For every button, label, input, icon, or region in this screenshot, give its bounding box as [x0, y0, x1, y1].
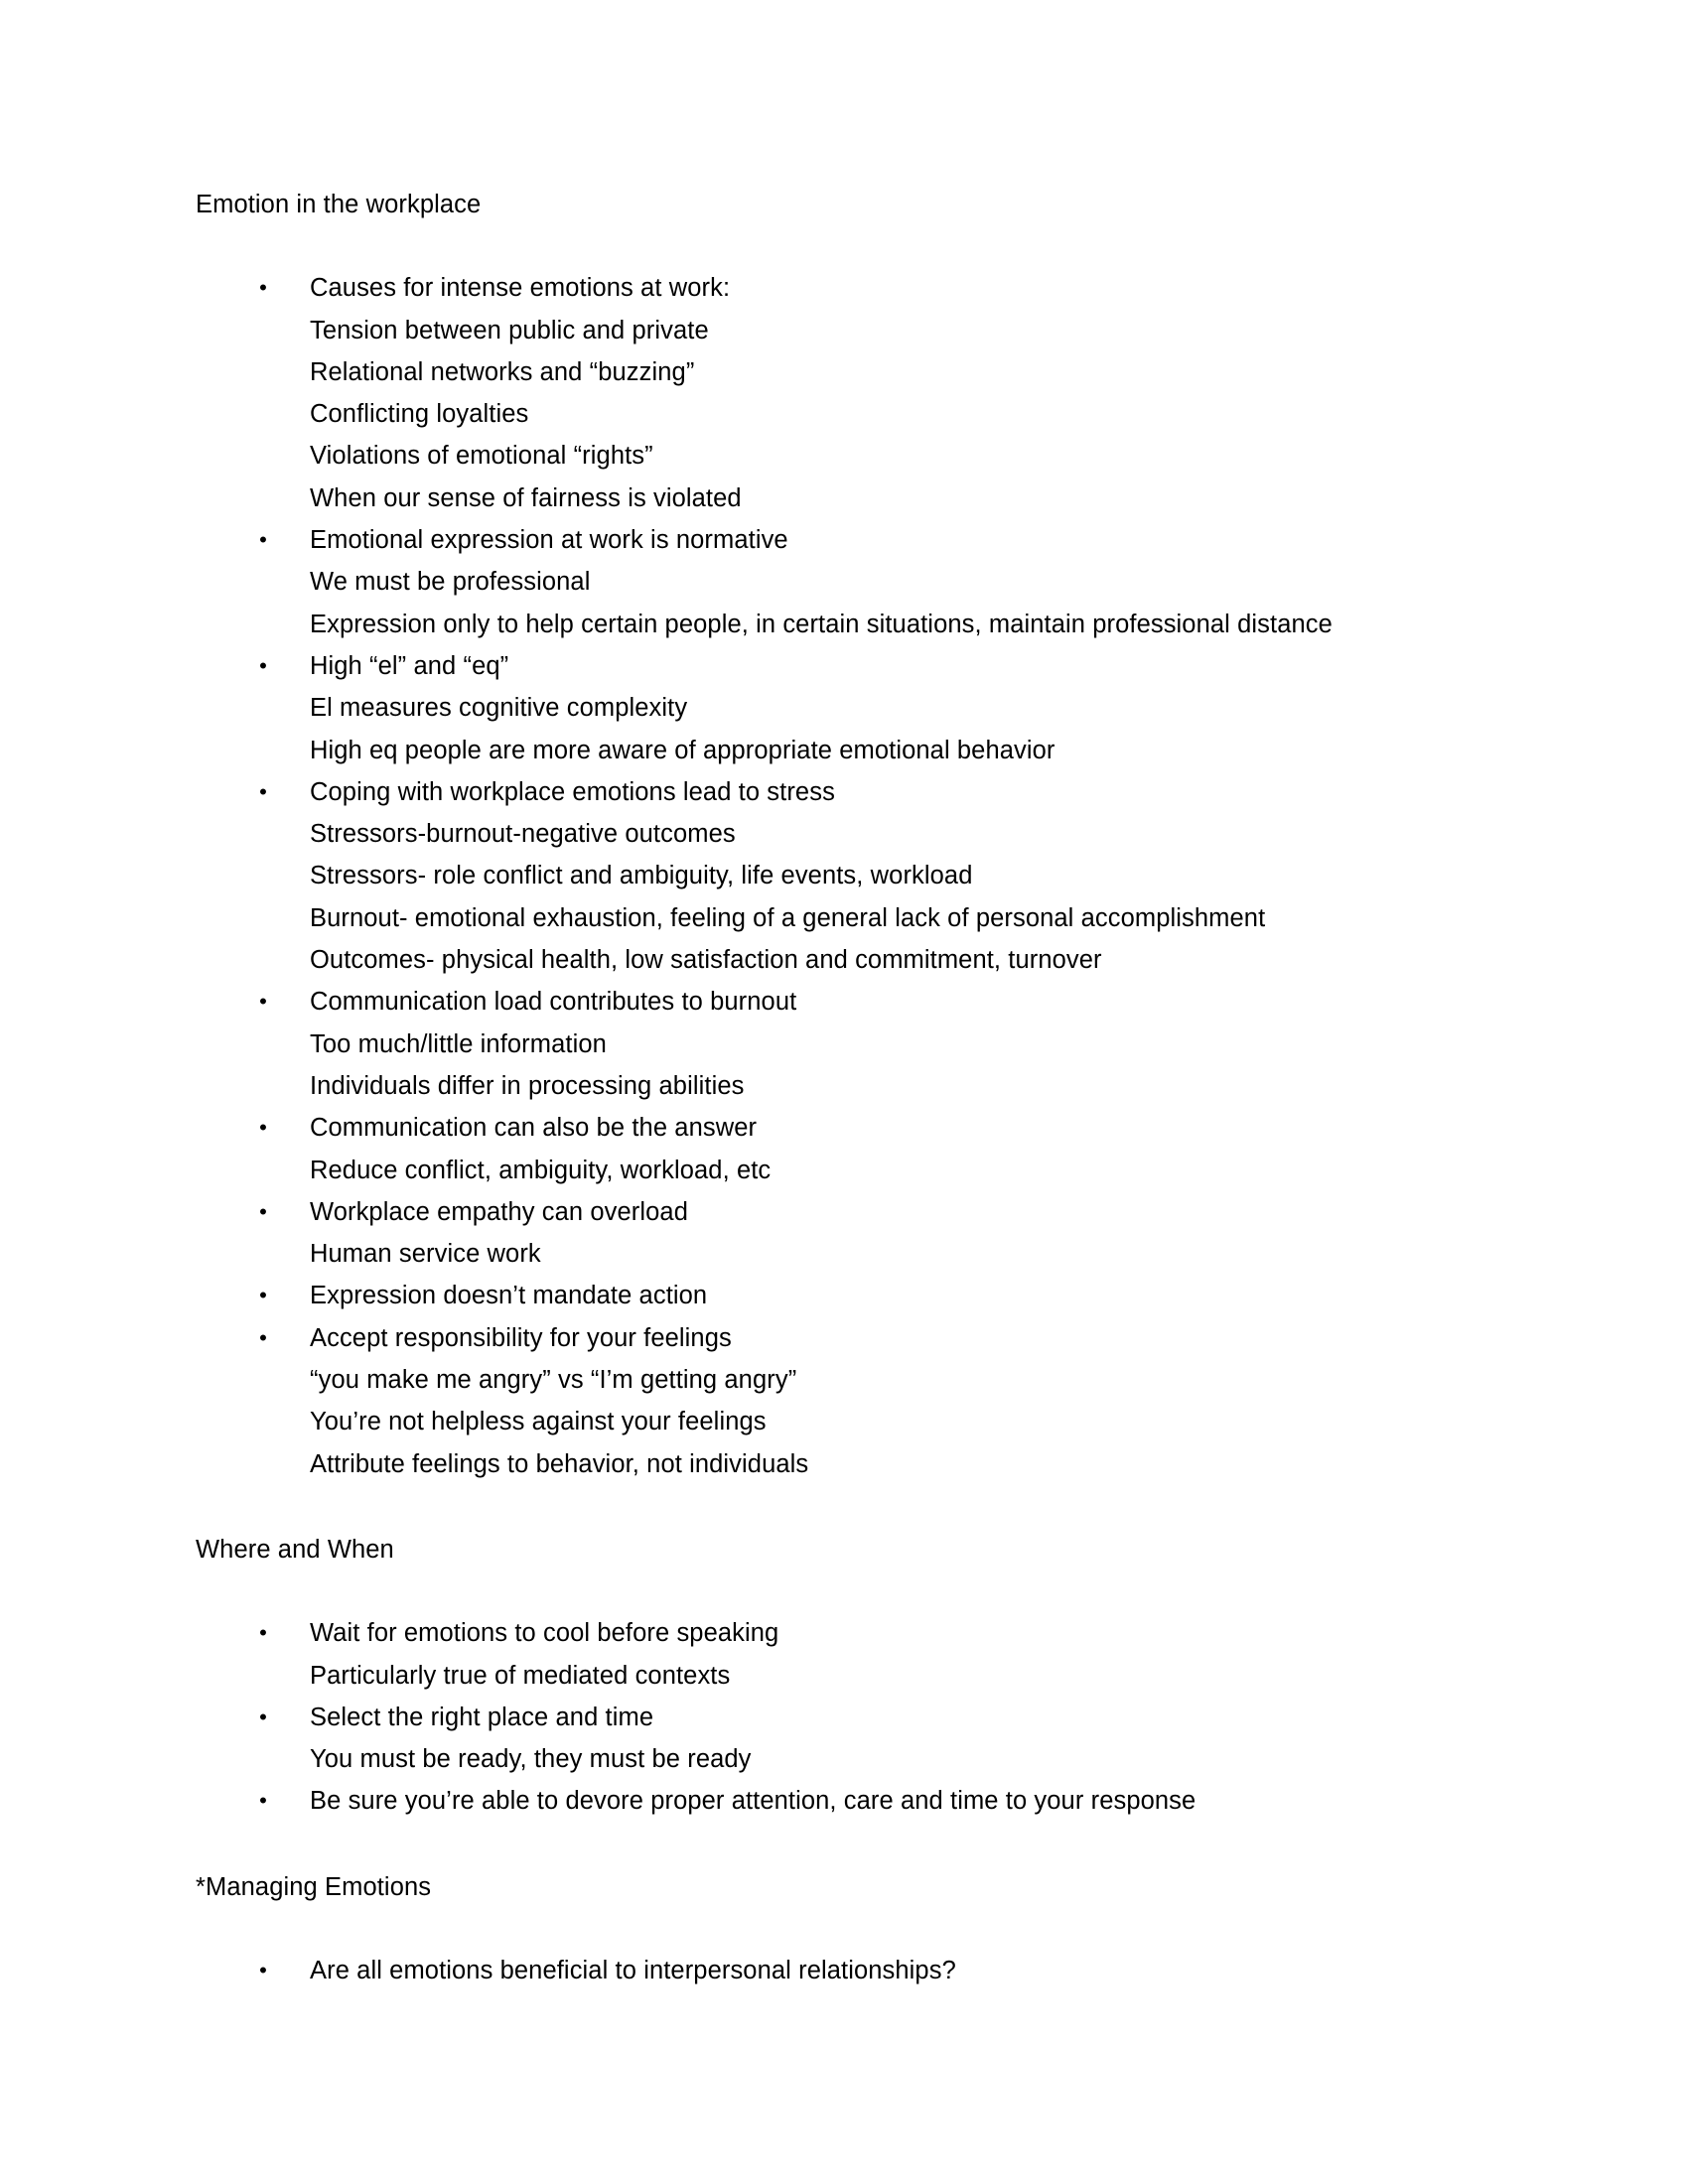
list-item-subline: You must be ready, they must be ready: [310, 1745, 752, 1774]
bullet-icon: •: [259, 1788, 267, 1814]
document-section: [196, 1866, 1539, 1992]
list-item: [259, 1612, 1539, 1654]
list-item-label: Emotional expression at work is normative: [310, 526, 788, 555]
list-item-label: Wait for emotions to cool before speaking: [310, 1619, 779, 1648]
bullet-icon: •: [259, 275, 267, 301]
list-item-label: Be sure you’re able to devore proper attention, care and time to your response: [310, 1787, 1196, 1816]
bullet-icon: •: [259, 1620, 267, 1646]
spacer: [196, 1485, 1539, 1529]
list-item-label: Accept responsibility for your feelings: [310, 1323, 732, 1352]
section-heading: Where and When: [196, 1535, 394, 1564]
list-item-subline: Stressors-burnout-negative outcomes: [310, 820, 736, 849]
spacer: [196, 1908, 1539, 1950]
list-item: [259, 771, 1539, 813]
bullet-group: [196, 519, 1539, 645]
list-item-label: Causes for intense emotions at work:: [310, 274, 731, 303]
bullet-group: [196, 1950, 1539, 1991]
document-section: [196, 184, 1539, 1485]
section-heading: *Managing Emotions: [196, 1872, 432, 1901]
spacer: [196, 1823, 1539, 1866]
document-section: [196, 1529, 1539, 1823]
bullet-icon: •: [259, 1957, 267, 1982]
bullet-group: [196, 1191, 1539, 1276]
list-item-label: Are all emotions beneficial to interpersonal relationships?: [310, 1956, 956, 1984]
bullet-icon: •: [259, 1324, 267, 1350]
list-item-subline: Too much/little information: [310, 1029, 607, 1058]
list-item: [259, 1697, 1539, 1738]
bullet-group: [196, 645, 1539, 771]
list-item: [259, 267, 1539, 309]
bullet-icon: •: [259, 1283, 267, 1308]
list-item-subline: Stressors- role conflict and ambiguity, life events, workload: [310, 862, 973, 890]
list-item: [259, 1275, 1539, 1316]
list-item: [259, 519, 1539, 561]
list-item-subline: Burnout- emotional exhaustion, feeling of a general lack of personal accomplishment: [310, 903, 1266, 932]
list-item: [259, 1950, 1539, 1991]
bullet-group: [196, 1780, 1539, 1822]
list-item-label: Select the right place and time: [310, 1703, 654, 1731]
list-item-subline: Individuals differ in processing abilities: [310, 1071, 745, 1100]
bullet-group: [196, 267, 1539, 519]
list-item-subline: Conflicting loyalties: [310, 400, 529, 429]
list-item-subline: “you make me angry” vs “I’m getting angry”: [310, 1366, 797, 1395]
list-item: [259, 1780, 1539, 1822]
document-body: [196, 184, 1539, 1991]
list-item: [259, 1107, 1539, 1149]
bullet-group: [196, 981, 1539, 1107]
bullet-group: [196, 1107, 1539, 1191]
list-item-label: Coping with workplace emotions lead to stress: [310, 777, 835, 806]
bullet-icon: •: [259, 989, 267, 1015]
spacer: [196, 1570, 1539, 1612]
list-item: [259, 1317, 1539, 1359]
list-item-subline: El measures cognitive complexity: [310, 694, 688, 723]
list-item-subline: When our sense of fairness is violated: [310, 483, 742, 512]
list-item-label: Expression doesn’t mandate action: [310, 1282, 708, 1310]
list-item-subline: Human service work: [310, 1240, 541, 1269]
list-item-label: Communication can also be the answer: [310, 1114, 758, 1143]
bullet-group: [196, 1612, 1539, 1697]
list-item: [259, 1191, 1539, 1233]
bullet-icon: •: [259, 1115, 267, 1141]
list-item: [259, 645, 1539, 687]
list-item-subline: Particularly true of mediated contexts: [310, 1661, 731, 1690]
bullet-group: [196, 1275, 1539, 1316]
list-item-subline: High eq people are more aware of appropriate emotional behavior: [310, 736, 1055, 764]
list-item-subline: Expression only to help certain people, in certain situations, maintain professional distance: [310, 610, 1333, 638]
list-item-subline: We must be professional: [310, 568, 591, 597]
list-item-subline: Tension between public and private: [310, 316, 709, 344]
list-item: [259, 981, 1539, 1023]
spacer: [196, 225, 1539, 267]
list-item-subline: Reduce conflict, ambiguity, workload, etc: [310, 1156, 772, 1184]
bullet-icon: •: [259, 652, 267, 678]
list-item-subline: Attribute feelings to behavior, not individuals: [310, 1449, 809, 1478]
list-item-subline: Relational networks and “buzzing”: [310, 357, 695, 386]
list-item-label: Communication load contributes to burnout: [310, 988, 797, 1017]
list-item-subline: You’re not helpless against your feelings: [310, 1408, 767, 1436]
bullet-group: [196, 1697, 1539, 1781]
section-heading: Emotion in the workplace: [196, 191, 482, 218]
list-item-subline: Outcomes- physical health, low satisfaction and commitment, turnover: [310, 946, 1102, 975]
list-item-label: Workplace empathy can overload: [310, 1197, 688, 1226]
bullet-icon: •: [259, 1198, 267, 1224]
bullet-group: [196, 771, 1539, 981]
bullet-group: [196, 1317, 1539, 1485]
bullet-icon: •: [259, 527, 267, 553]
bullet-icon: •: [259, 778, 267, 804]
list-item-subline: Violations of emotional “rights”: [310, 442, 653, 471]
bullet-icon: •: [259, 1704, 267, 1729]
list-item-label: High “el” and “eq”: [310, 651, 509, 680]
